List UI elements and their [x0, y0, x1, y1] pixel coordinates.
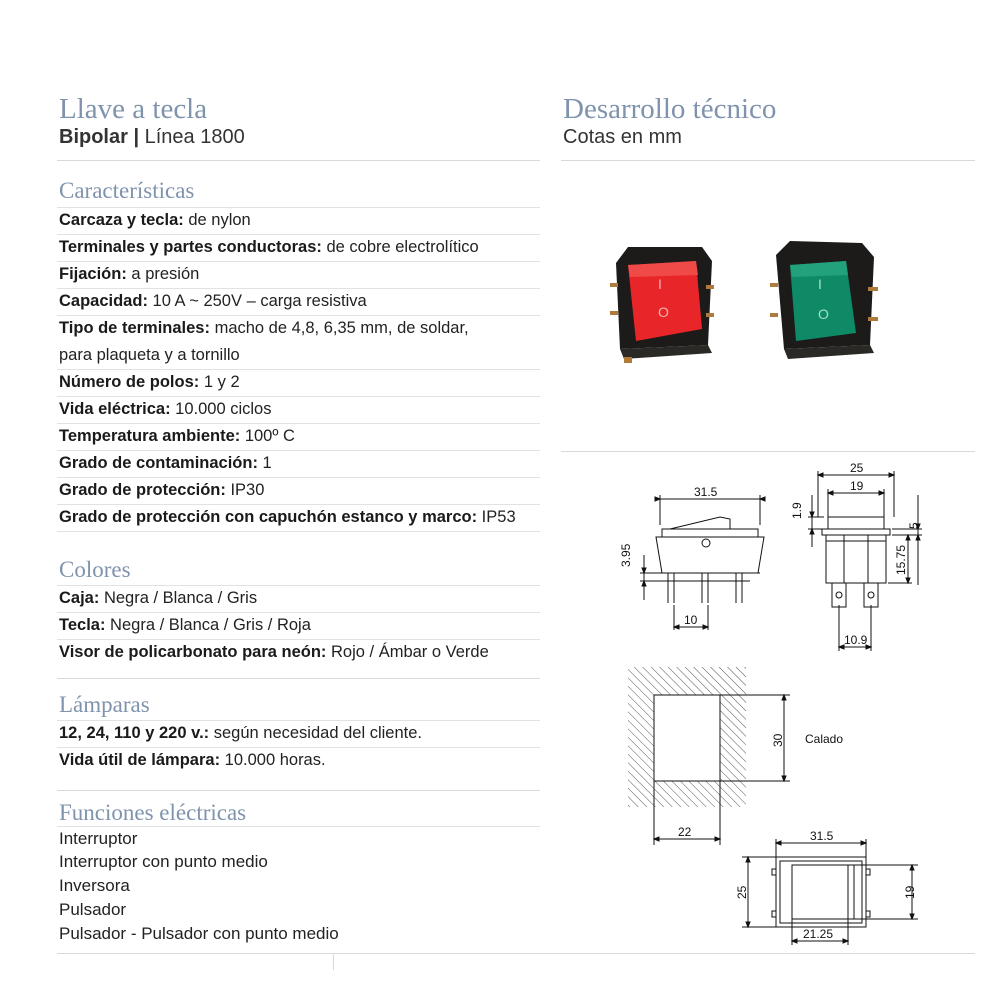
color-label: Visor de policarbonato para neón:: [59, 643, 327, 661]
spec-row: [59, 291, 367, 311]
footer-tick: [333, 954, 334, 970]
divider: [561, 160, 975, 161]
spec-row: [59, 210, 251, 230]
spec-label: Vida eléctrica:: [59, 400, 171, 418]
spec-label: Terminales y partes conductoras:: [59, 238, 322, 256]
divider: [57, 790, 540, 791]
dim-bezel-inner-height: 19: [903, 885, 917, 899]
function-item: Pulsador: [59, 900, 127, 919]
spec-label: Fijación:: [59, 265, 127, 283]
row-separator: [57, 396, 540, 397]
dim-side-inner: 19: [850, 479, 864, 493]
row-separator: [57, 826, 540, 827]
function-item: Interruptor con punto medio: [59, 852, 268, 871]
spec-row: [59, 480, 264, 500]
section-heading-caracteristicas: Características: [59, 178, 195, 203]
cutout-drawing: [628, 667, 843, 845]
technical-drawings: [600, 455, 980, 955]
row-separator: [57, 504, 540, 505]
spec-row: [59, 507, 516, 527]
spec-value: 1: [257, 454, 272, 472]
row-separator: [57, 720, 540, 721]
divider: [561, 451, 975, 452]
color-value: Negra / Blanca / Gris / Roja: [105, 616, 311, 634]
color-label: Tecla:: [59, 616, 106, 634]
lamp-label: 12, 24, 110 y 220 v.:: [59, 724, 210, 742]
row-separator: [57, 234, 540, 235]
row-separator: [57, 288, 540, 289]
spec-row: [59, 264, 199, 284]
dim-side-terminal: 10.9: [844, 633, 868, 647]
dim-bezel-width: 31.5: [810, 829, 834, 843]
function-item: Inversora: [59, 876, 130, 895]
dim-cutout-width: 22: [678, 825, 692, 839]
spec-row: [59, 318, 469, 338]
divider: [57, 678, 540, 679]
function-item: Pulsador - Pulsador con punto medio: [59, 924, 339, 943]
green-mark-top: I: [818, 276, 822, 292]
lamp-label: Vida útil de lámpara:: [59, 751, 221, 769]
section-heading-funciones: Funciones eléctricas: [59, 800, 247, 825]
red-mark-bottom: O: [658, 304, 669, 320]
red-mark-top: I: [658, 276, 662, 292]
function-item: Interruptor: [59, 829, 138, 848]
section-heading-colores: Colores: [59, 557, 131, 582]
spec-value: 10 A ~ 250V – carga resistiva: [147, 292, 367, 310]
spec-label: Número de polos:: [59, 373, 200, 391]
dim-front-width: 31.5: [694, 485, 718, 499]
dim-bezel-height: 25: [735, 885, 749, 899]
spec-value: macho de 4,8, 6,35 mm, de soldar,: [209, 319, 469, 337]
green-mark-bottom: O: [818, 306, 829, 322]
red-switch-image: [610, 247, 714, 363]
spec-label: Grado de contaminación:: [59, 454, 258, 472]
dim-bezel-inner-width: 21.25: [803, 927, 834, 941]
spec-row: [59, 372, 240, 392]
lamp-row: [59, 750, 326, 770]
spec-value: de nylon: [183, 211, 251, 229]
lamp-value: según necesidad del cliente.: [209, 724, 422, 742]
lamp-row: [59, 723, 422, 743]
subtitle-rest: Línea 1800: [144, 126, 245, 148]
lamp-value: 10.000 horas.: [220, 751, 326, 769]
row-separator: [57, 207, 540, 208]
dim-front-height: 3.95: [619, 543, 633, 567]
row-separator: [57, 585, 540, 586]
spec-row: [59, 426, 295, 446]
cutout-label: Calado: [805, 732, 844, 746]
page-title: Llave a tecla: [59, 93, 208, 125]
spec-label: Temperatura ambiente:: [59, 427, 241, 445]
side-view-drawing: [790, 461, 922, 651]
row-separator: [57, 423, 540, 424]
dim-front-pitch: 10: [684, 613, 698, 627]
spec-row: [59, 237, 479, 257]
color-value: Negra / Blanca / Gris: [99, 589, 258, 607]
tech-subtitle: Cotas en mm: [563, 126, 682, 148]
spec-value: de cobre electrolítico: [321, 238, 479, 256]
spec-label: Carcaza y tecla:: [59, 211, 184, 229]
color-value: Rojo / Ámbar o Verde: [326, 643, 489, 661]
spec-label: Grado de protección con capuchón estanco y marco:: [59, 508, 478, 526]
spec-value: IP30: [225, 481, 265, 499]
spec-row: [59, 399, 272, 419]
row-separator: [57, 747, 540, 748]
spec-label: Grado de protección:: [59, 481, 226, 499]
row-separator: [57, 531, 540, 532]
green-switch-image: [770, 241, 878, 359]
subtitle-bold: Bipolar: [59, 126, 128, 148]
color-row: [59, 588, 257, 608]
row-separator: [57, 261, 540, 262]
dim-side-flange: 5: [907, 522, 921, 529]
row-separator: [57, 369, 540, 370]
divider: [57, 160, 540, 161]
spec-value: 100º C: [240, 427, 295, 445]
dim-side-outer: 25: [850, 461, 864, 475]
color-row: [59, 642, 489, 662]
page-subtitle: [59, 125, 245, 149]
row-separator: [57, 315, 540, 316]
dim-side-depth: 15.75: [894, 544, 908, 575]
tech-title: Desarrollo técnico: [563, 93, 777, 125]
spec-label: Tipo de terminales:: [59, 319, 210, 337]
row-separator: [57, 450, 540, 451]
spec-value: 10.000 ciclos: [170, 400, 272, 418]
row-separator: [57, 639, 540, 640]
spec-value: IP53: [477, 508, 516, 526]
spec-row-continuation: [59, 345, 240, 365]
spec-value: a presión: [126, 265, 200, 283]
spec-label: Capacidad:: [59, 292, 148, 310]
bezel-drawing: [735, 829, 918, 945]
spec-row: [59, 453, 272, 473]
row-separator: [57, 477, 540, 478]
product-photo: [600, 225, 900, 375]
color-label: Caja:: [59, 589, 100, 607]
front-view-drawing: [619, 485, 765, 630]
row-separator: [57, 612, 540, 613]
spec-value: para plaqueta y a tornillo: [59, 346, 240, 364]
section-heading-lamparas: Lámparas: [59, 692, 150, 717]
spec-value: 1 y 2: [199, 373, 240, 391]
color-row: [59, 615, 311, 635]
subtitle-separator: |: [127, 126, 145, 148]
dim-cutout-height: 30: [771, 733, 785, 747]
dim-side-top: 1.9: [790, 502, 804, 519]
